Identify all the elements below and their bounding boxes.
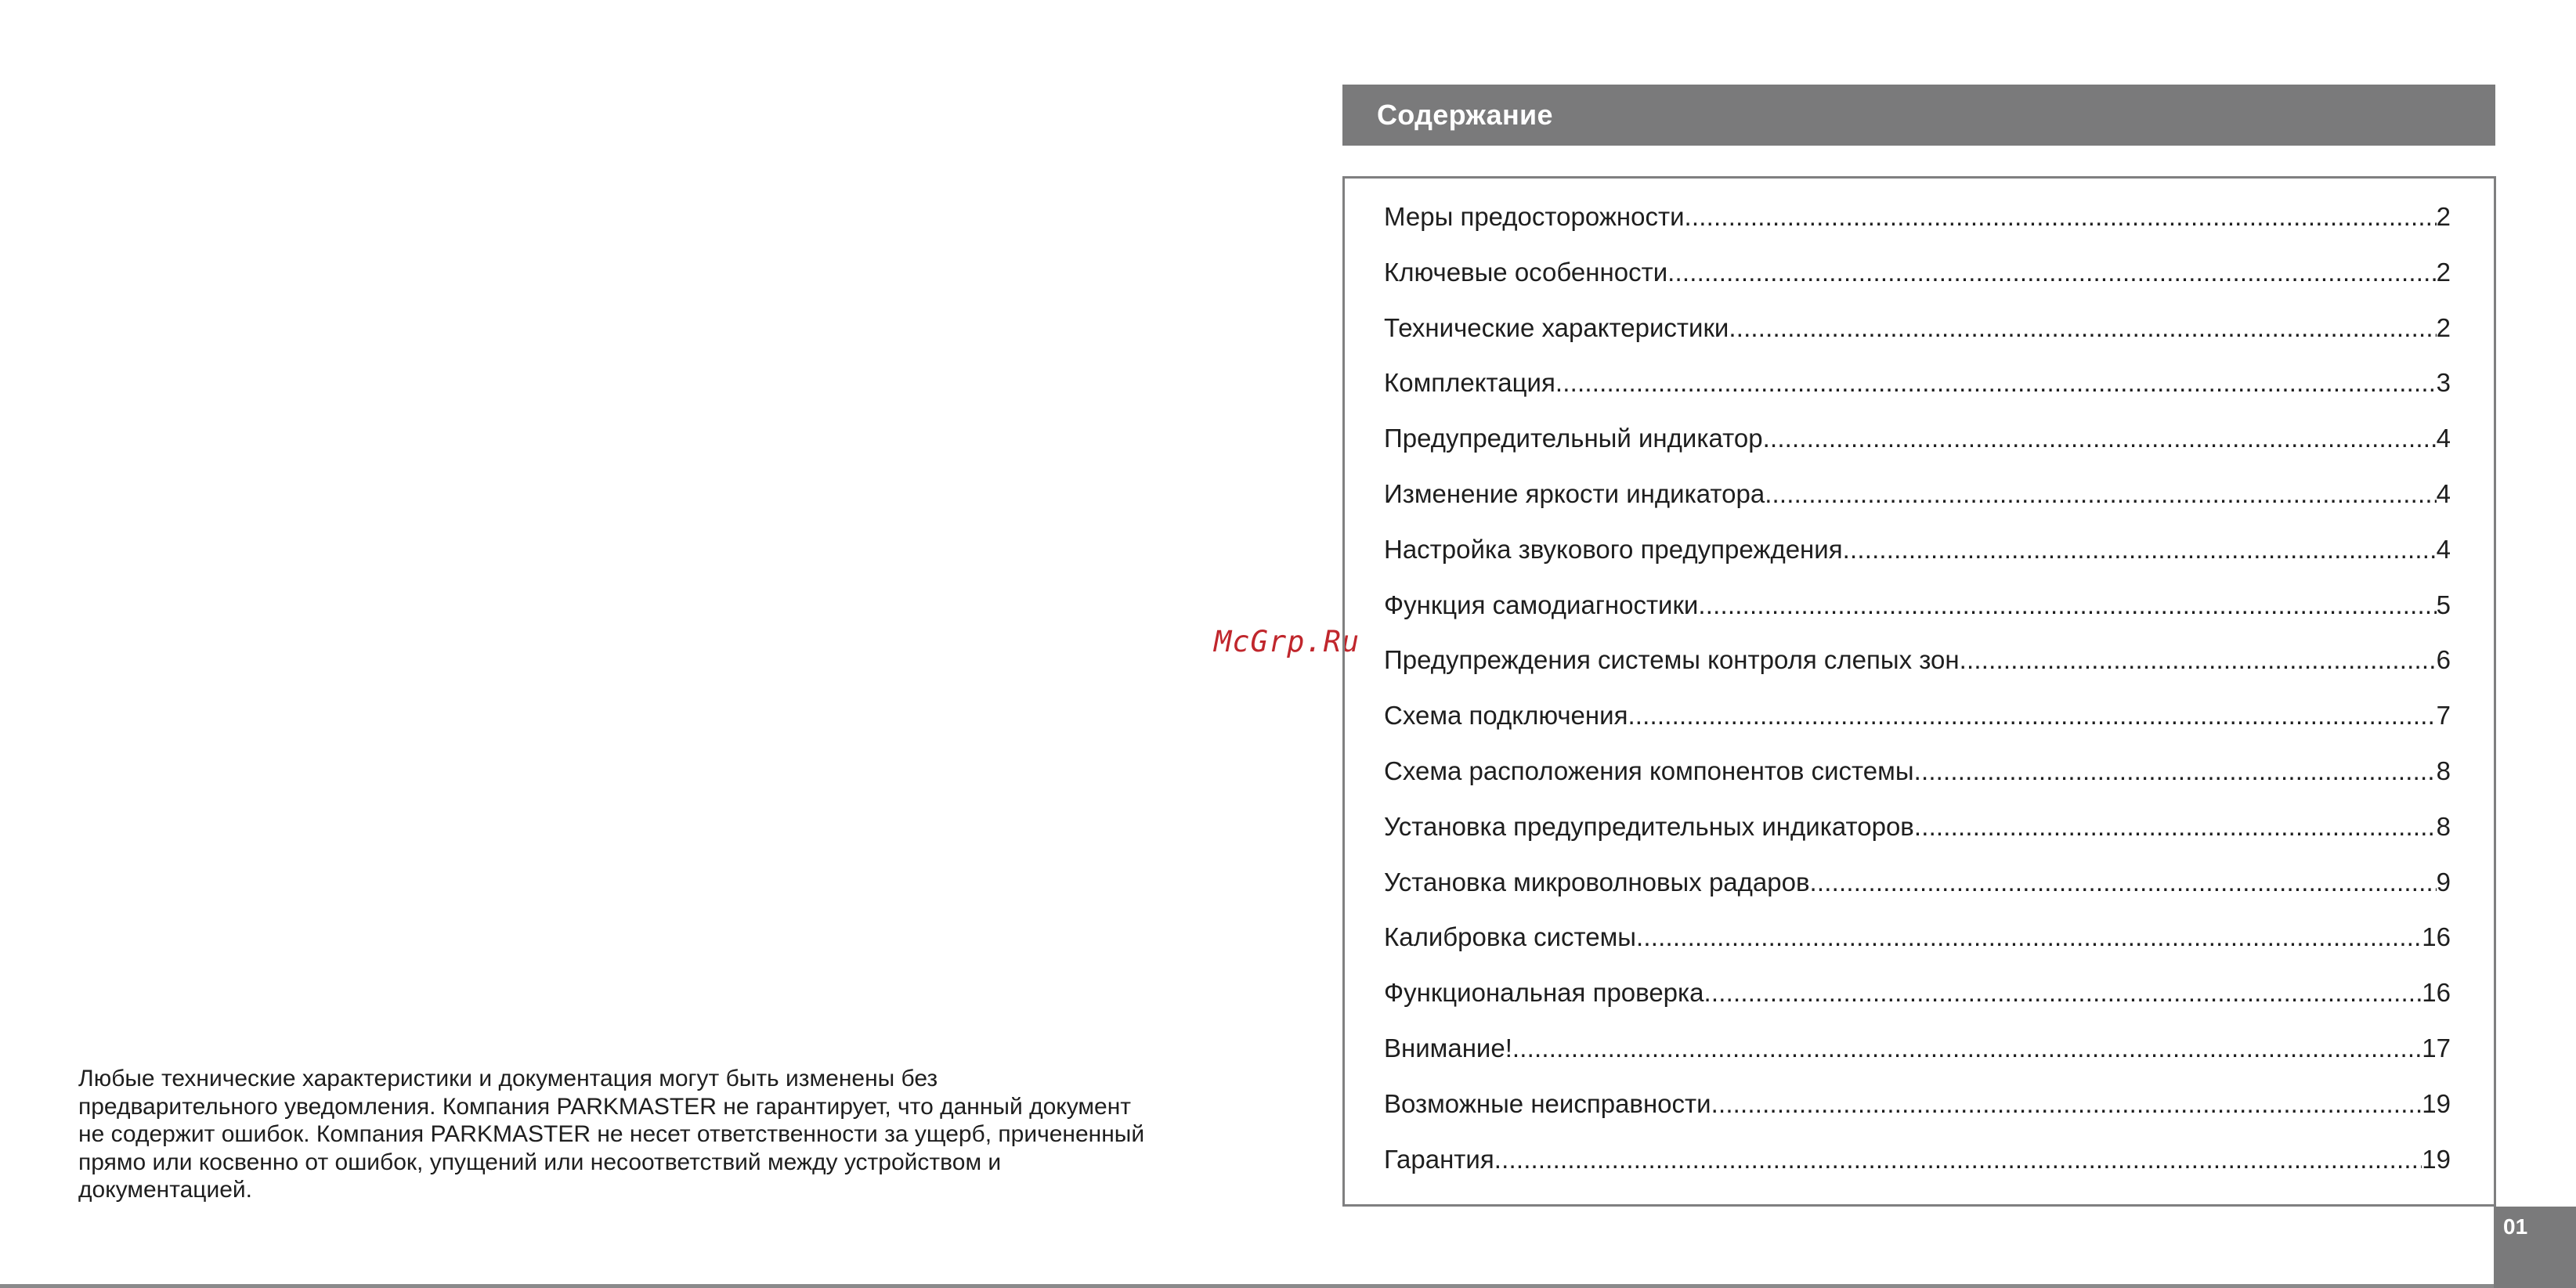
toc-title: Содержание: [1377, 99, 1553, 131]
bottom-divider: [0, 1284, 2494, 1288]
toc-entry-leader: [1698, 587, 2436, 623]
toc-entry-leader: [1914, 809, 2437, 845]
toc-entry-page: 4: [2436, 478, 2451, 508]
disclaimer-line: Любые технические характеристики и документация могут быть изменены без: [78, 1066, 938, 1091]
toc-entry-page: 19: [2422, 1088, 2451, 1118]
toc-entry-page: 19: [2422, 1144, 2451, 1174]
toc-entry-page: 4: [2436, 534, 2451, 564]
toc-entry-leader: [1914, 753, 2437, 789]
toc-entry-leader: [1810, 864, 2437, 900]
toc-entry-label: Возможные неисправности: [1384, 1088, 1711, 1118]
toc-entry[interactable]: [1384, 254, 2451, 310]
page-number-tab: [2494, 1207, 2576, 1288]
toc-entry-leader: [1636, 919, 2422, 955]
toc-entry[interactable]: [1384, 476, 2451, 532]
toc-entry-page: 9: [2436, 867, 2451, 897]
disclaimer-line: предварительного уведомления. Компания PARKMASTER не гарантирует, что данный документ: [78, 1093, 1132, 1120]
toc-entry-label: Функциональная проверка: [1384, 978, 1704, 1008]
toc-entry[interactable]: [1384, 698, 2451, 753]
toc-entry-leader: [1843, 532, 2437, 568]
toc-entry-label: Схема расположения компонентов системы: [1384, 756, 1914, 785]
toc-entry[interactable]: [1384, 864, 2451, 920]
toc-entry[interactable]: [1384, 1030, 2451, 1086]
disclaimer-line: не содержит ошибок. Компания PARKMASTER не несет ответственности за ущерб, причененный: [78, 1121, 1145, 1147]
toc-entry-page: 16: [2422, 978, 2451, 1008]
toc-entry-leader: [1494, 1142, 2422, 1178]
toc-entry-leader: [1555, 365, 2437, 401]
toc-entry-page: 8: [2436, 756, 2451, 785]
toc-entry-page: 4: [2436, 424, 2451, 453]
disclaimer-line: документацией.: [78, 1177, 252, 1203]
watermark: McGrp.Ru: [1214, 625, 1360, 658]
toc-entry[interactable]: [1384, 199, 2451, 254]
toc-entry-page: 2: [2436, 257, 2451, 287]
toc-entry[interactable]: [1384, 365, 2451, 420]
toc-entry-page: 2: [2436, 312, 2451, 342]
disclaimer-text: [78, 1065, 1253, 1204]
toc-entry-page: 7: [2436, 701, 2451, 731]
page-number: 01: [2503, 1214, 2528, 1239]
toc-entry-label: Установка предупредительных индикаторов: [1384, 811, 1914, 841]
toc-entry[interactable]: [1384, 975, 2451, 1030]
toc-entry[interactable]: [1384, 310, 2451, 366]
toc-entry-page: 8: [2436, 811, 2451, 841]
toc-entry[interactable]: [1384, 642, 2451, 698]
toc-entry[interactable]: [1384, 809, 2451, 864]
toc-entry-page: 16: [2422, 922, 2451, 952]
toc-entry-label: Технические характеристики: [1384, 312, 1729, 342]
toc-entry-leader: [1763, 420, 2437, 456]
toc-entry-label: Предупредительный индикатор: [1384, 424, 1763, 453]
toc-entry-label: Меры предосторожности: [1384, 202, 1685, 231]
toc-entry[interactable]: [1384, 1142, 2451, 1197]
toc-entry-page: 6: [2436, 645, 2451, 675]
toc-entry-page: 2: [2436, 202, 2451, 231]
toc-entry-leader: [1711, 1086, 2422, 1122]
toc-entry-page: 17: [2422, 1033, 2451, 1063]
toc-entry[interactable]: [1384, 1086, 2451, 1142]
toc-entry[interactable]: [1384, 532, 2451, 587]
toc-entry-label: Функция самодиагностики: [1384, 590, 1699, 619]
toc-entry-page: 3: [2436, 368, 2451, 398]
toc-entry-label: Настройка звукового предупреждения: [1384, 534, 1843, 564]
toc-entry-leader: [1960, 642, 2437, 678]
toc-entry-leader: [1512, 1030, 2422, 1066]
toc-entry[interactable]: [1384, 919, 2451, 975]
toc-entry-leader: [1667, 254, 2437, 290]
toc-header: [1342, 85, 2495, 146]
toc-entry-leader: [1685, 199, 2437, 235]
toc-entry-label: Установка микроволновых радаров: [1384, 867, 1810, 897]
toc-entry-leader: [1765, 476, 2436, 512]
toc-entry-label: Внимание!: [1384, 1033, 1512, 1063]
toc-box: [1342, 176, 2496, 1207]
disclaimer-line: прямо или косвенно от ошибок, упущений или несоответствий между устройством и: [78, 1149, 1002, 1175]
toc-entry-label: Комплектация: [1384, 368, 1555, 398]
toc-entry-label: Схема подключения: [1384, 701, 1628, 731]
toc-entry-leader: [1729, 310, 2436, 346]
toc-entry-label: Изменение яркости индикатора: [1384, 478, 1765, 508]
toc-entry[interactable]: [1384, 420, 2451, 476]
toc-entry-leader: [1628, 698, 2436, 734]
toc-list: [1384, 199, 2451, 1196]
toc-entry[interactable]: [1384, 753, 2451, 809]
toc-entry-leader: [1704, 975, 2422, 1011]
toc-entry-label: Предупреждения системы контроля слепых зон: [1384, 645, 1960, 675]
toc-entry-label: Ключевые особенности: [1384, 257, 1668, 287]
toc-entry[interactable]: [1384, 587, 2451, 643]
toc-entry-label: Гарантия: [1384, 1144, 1494, 1174]
toc-entry-page: 5: [2436, 590, 2451, 619]
toc-entry-label: Калибровка системы: [1384, 922, 1637, 952]
